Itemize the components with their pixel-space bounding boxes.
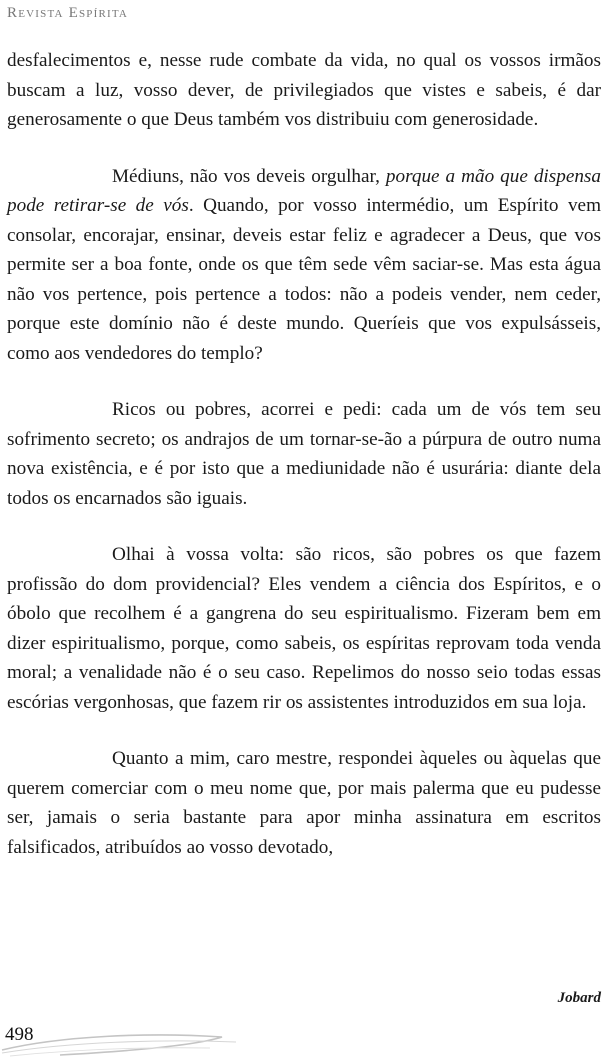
page-number: 498: [5, 1024, 34, 1045]
paragraph-2-start: Médiuns, não vos deveis orgulhar,: [112, 165, 386, 187]
paragraph-2-rest: . Quando, por vosso intermédio, um Espírito vem consolar, encorajar, ensinar, deveis estar feliz e agradecer a Deus, que vos permite ser a boa fonte, onde os que têm sede vêm saciar-se. Mas esta água não vos pertence, pois pertence a todos: não a podeis vender, nem ceder, porque este domínio não é deste mundo. Queríeis que vos expulsásseis, como aos vendedores do templo?: [7, 195, 601, 364]
paragraph-4: Olhai à vossa volta: são ricos, são pobres os que fazem profissão do dom providencial? Eles vendem a ciência dos Espíritos, e o óbolo que recolhem é a gangrena do seu espiritualismo. Fizeram bem em dizer espiritualismo, porque, como sabeis, os espíritas reprovam toda venda moral; a venalidade não é o seu caso. Repelimos do nosso seio todas essas escórias vergonhosas, que fazem rir os assistentes introduzidos em sua loja.: [7, 544, 601, 713]
paragraph-3: Ricos ou pobres, acorrei e pedi: cada um de vós tem seu sofrimento secreto; os andrajos de um tornar-se-ão a púrpura de outro numa nova existência, e é por isto que a mediunidade não é usurária: diante dela todos os encarnados são iguais.: [7, 399, 601, 509]
paragraph-5: Quanto a mim, caro mestre, respondei àqueles ou àquelas que querem comerciar com o meu nome que, por mais palerma que eu pudesse ser, jamais o seria bastante para apor minha assinatura em escritos falsificados, atribuídos ao vosso devotado,: [7, 748, 601, 858]
article-body: [7, 46, 601, 889]
page-swoosh-ornament: [0, 1020, 240, 1058]
paragraph-2: [7, 162, 601, 369]
paragraph-1: desfalecimentos e, nesse rude combate da vida, no qual os vossos irmãos buscam a luz, vosso dever, de privilegiados que vistes e sabeis, é dar generosamente o que Deus também vos distribuiu com generosidade.: [7, 50, 601, 130]
author-signature: Jobard: [557, 990, 601, 1006]
paragraph-2-italic-phrase: porque a mão que dispensa pode retirar-se de vós: [7, 165, 601, 216]
running-header: Revista Espírita: [7, 5, 129, 21]
